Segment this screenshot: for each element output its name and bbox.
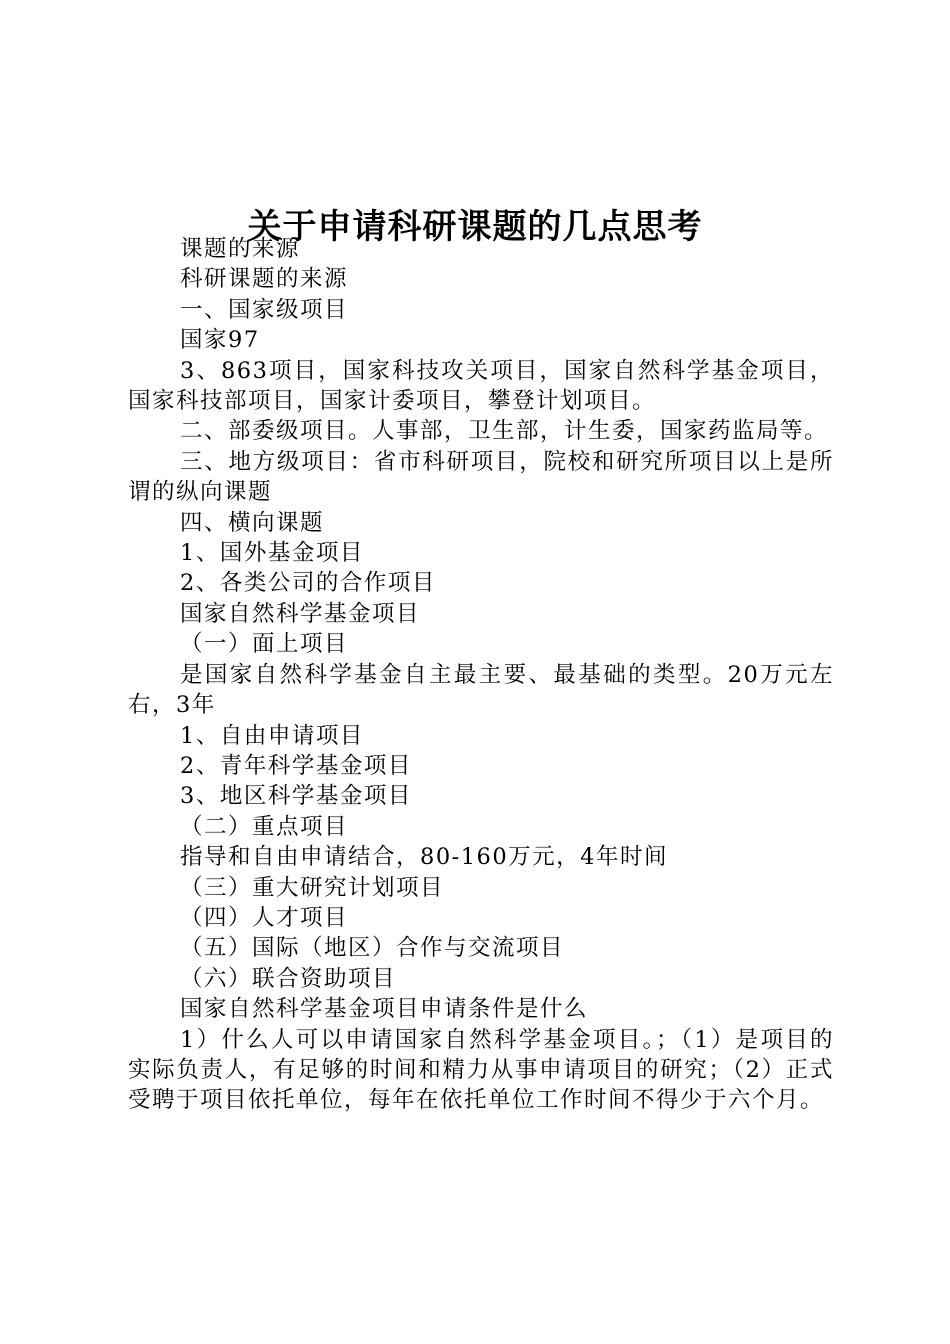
paragraph: （三）重大研究计划项目 [180, 874, 445, 901]
paragraph: 国家97 [180, 327, 260, 354]
paragraph: 科研课题的来源 [180, 266, 349, 293]
paragraph: 三、地方级项目：省市科研项目，院校和研究所项目以上是所谓的纵向课题 [128, 448, 834, 506]
paragraph: 四、横向课题 [180, 509, 325, 536]
document-title: 关于申请科研课题的几点思考 [247, 206, 703, 247]
paragraph: 指导和自由申请结合，80-160万元，4年时间 [180, 844, 668, 871]
paragraph: 2、青年科学基金项目 [180, 752, 412, 779]
paragraph: 1）什么人可以申请国家自然科学基金项目。；（1）是项目的实际负责人，有足够的时间和精力从事申请项目的研究；（2）正式受聘于项目依托单位，每年在依托单位工作时间不得少于六个月。 [128, 1026, 834, 1114]
paragraph: 是国家自然科学基金自主最主要、最基础的类型。20万元左右，3年 [128, 661, 834, 719]
paragraph: 课题的来源 [180, 236, 301, 262]
paragraph: 二、部委级项目。人事部，卫生部，计生委，国家药监局等。 [180, 418, 829, 445]
paragraph: 3、地区科学基金项目 [180, 783, 412, 810]
paragraph: 1、自由申请项目 [180, 722, 364, 749]
paragraph: （五）国际（地区）合作与交流项目 [180, 935, 565, 962]
paragraph: 一、国家级项目 [180, 296, 349, 323]
paragraph: 2、各类公司的合作项目 [180, 570, 436, 597]
paragraph: 1、国外基金项目 [180, 540, 364, 567]
paragraph: 3、863项目，国家科技攻关项目，国家自然科学基金项目，国家科技部项目，国家计委项目，攀登计划项目。 [128, 357, 834, 415]
paragraph: 国家自然科学基金项目申请条件是什么 [180, 996, 589, 1023]
paragraph: （四）人才项目 [180, 904, 349, 931]
paragraph: （六）联合资助项目 [180, 965, 397, 992]
document-body [128, 234, 834, 1116]
paragraph: （一）面上项目 [180, 631, 349, 658]
paragraph: 国家自然科学基金项目 [180, 600, 421, 627]
paragraph: （二）重点项目 [180, 813, 349, 840]
